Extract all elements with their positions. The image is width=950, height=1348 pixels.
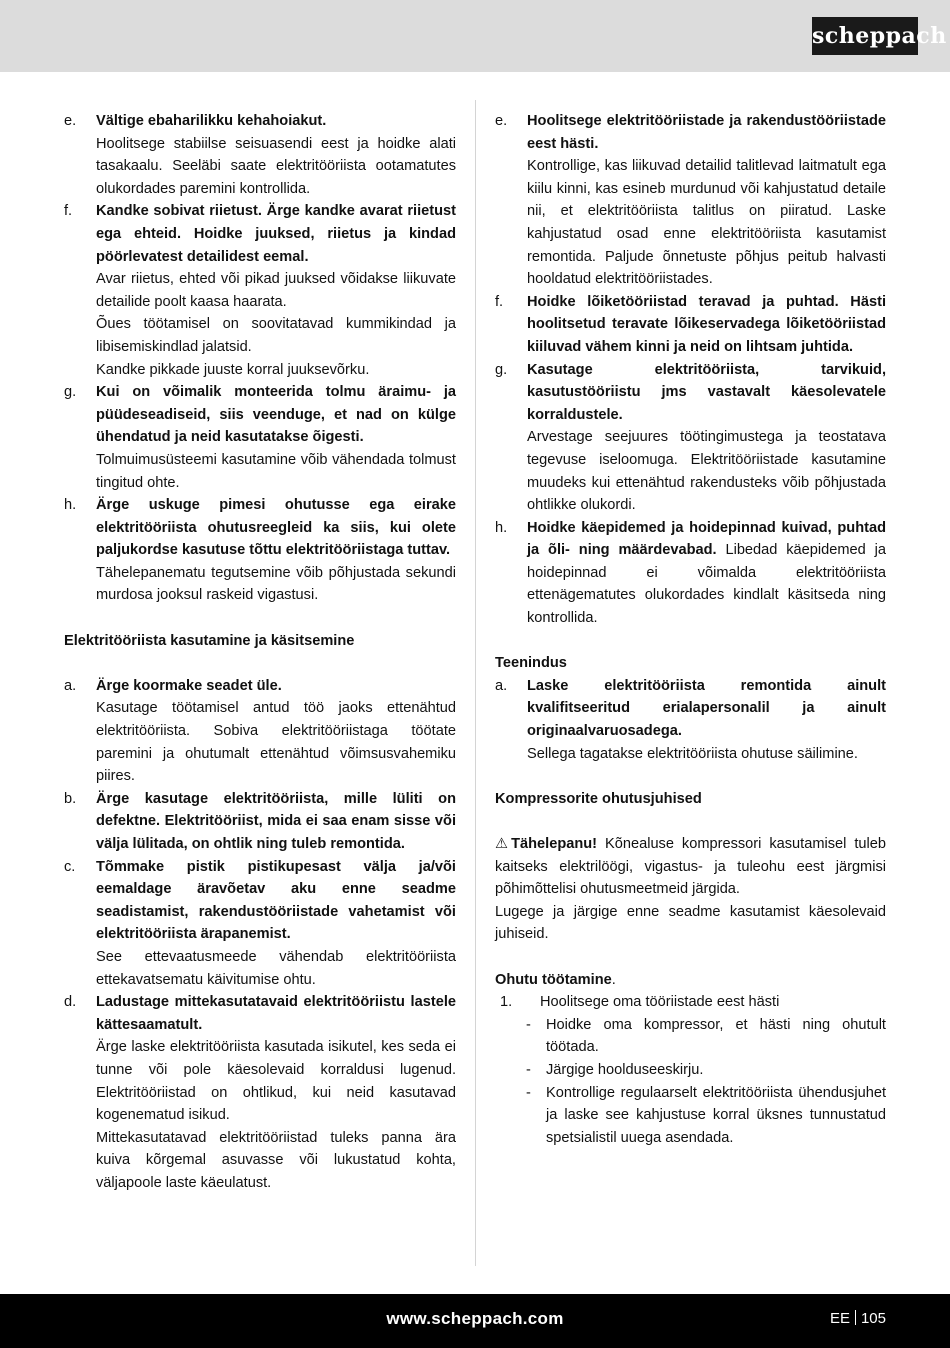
dash-item-text: Hoidke oma kompressor, et hästi ning ohutult töötada. xyxy=(546,1016,886,1056)
item-heading: Ärge uskuge pimesi ohutusse ega eirake elektritööriista ohutusreegleid ka siis, kui olete paljukordse kasutuse tõttu elektritööriistaga tuttav. xyxy=(96,497,456,559)
list-item-b xyxy=(64,788,456,856)
list-item-c xyxy=(64,856,456,992)
right-column xyxy=(495,110,886,1149)
section-heading-compressor: Kompressorite ohutusjuhised xyxy=(495,790,702,807)
list-item-e xyxy=(495,110,886,291)
list-item-g xyxy=(495,359,886,517)
list-item-e xyxy=(64,110,456,200)
item-text: Kontrollige, kas liikuvad detailid talitlevad laitmatult ega kiilu kinni, kas esineb murdunud või kahjustatud detaile nii, et elektritööriista talitlus on piiratud. Laske kahjustatud osad enne elektritööriista kasutamist remontida. Paljude õnnetuste põhjus peitub halvasti hooldatud elektritööriistades. xyxy=(527,158,886,288)
list-marker: e. xyxy=(64,113,77,129)
item-text: Õues töötamisel on soovitatavad kummikindad ja libisemiskindlad jalatsid. xyxy=(96,316,456,355)
page-info-separator xyxy=(855,1310,856,1325)
list-marker: g. xyxy=(495,361,508,378)
numbered-item-text: Hoolitsege oma tööriistade eest hästi xyxy=(540,994,780,1011)
list-marker: b. xyxy=(64,790,77,807)
item-heading: Hoidke lõiketööriistad teravad ja puhtad. Hästi hoolitsetud teravate lõikeservadega lõiketööriistad kiiluvad vähem kinni ja neid on lihtsam juhtida. xyxy=(527,293,886,355)
read-instructions-text: Lugege ja järgige enne seadme kasutamist käesolevaid juhiseid. xyxy=(495,903,886,943)
header-bar xyxy=(0,0,950,72)
item-text: Mittekasutatavad elektritööriistad tuleks panna ära kuiva kõrgemal asuvasse või lukustatud kohta, väljapoole laste käeulatust. xyxy=(96,1129,456,1191)
item-text: See ettevaatusmeede vähendab elektritööriista ettekavatsematu käivitumise ohtu. xyxy=(96,948,456,988)
list-item-g xyxy=(64,381,456,494)
footer-website-link[interactable]: www.scheppach.com xyxy=(386,1309,564,1328)
dash-marker: - xyxy=(526,1061,531,1078)
item-heading: Kandke sobivat riietust. Ärge kandke avarat riietust ega ehteid. Hoidke juuksed, riietus ja kindad pöörlevatest detailidest eemal. xyxy=(96,203,456,265)
footer-bar xyxy=(0,1294,950,1348)
list-marker: g. xyxy=(64,384,77,401)
dash-marker: - xyxy=(526,1084,531,1101)
list-item-a xyxy=(64,675,456,788)
page-number: 105 xyxy=(860,1310,886,1327)
list-marker: e. xyxy=(495,113,508,129)
item-heading: Ärge kasutage elektritööriista, mille lüliti on defektne. Elektritööriist, mida ei saa enam sisse või välja lülitada, on ohtlik ning tuleb remontida. xyxy=(96,790,456,852)
item-heading: Hoidke käepidemed ja hoidepinnad kuivad, puhtad ja õli- ning määrdevabad. xyxy=(527,519,886,559)
list-marker: f. xyxy=(64,203,73,220)
item-text: Avar riietus, ehted või pikad juuksed võidakse liikuvate detailide poolt kaasa haarata. xyxy=(96,271,456,310)
list-marker: h. xyxy=(495,519,508,536)
item-text: Libedad käepidemed ja hoidepinnad ei võimalda elektritööriista ettenägematutes olukordades kindlalt käsitseda ning kontrollida. xyxy=(527,542,886,627)
dash-item-text: Kontrollige regulaarselt elektritööriista ühendusjuhet ja laske see kahjustuse korral üksnes tunnustatud spetsialistil uuega asendada. xyxy=(546,1084,886,1146)
safe-work-heading-line xyxy=(495,969,886,992)
item-heading: Vältige ebaharilikku kehahoiakut. xyxy=(96,113,327,129)
number-marker: 1. xyxy=(500,994,513,1011)
dash-marker: - xyxy=(526,1016,531,1033)
left-column xyxy=(64,110,456,1195)
warning-paragraph xyxy=(495,833,886,901)
column-divider xyxy=(475,100,476,1266)
item-text: Kandke pikkade juuste korral juuksevõrku. xyxy=(96,361,370,378)
list-item-f xyxy=(495,291,886,359)
item-heading: Hoolitsege elektritööriistade ja rakendustööriistade eest hästi. xyxy=(527,113,886,152)
service-item-a xyxy=(495,675,886,765)
list-marker: a. xyxy=(64,677,77,694)
item-text: Hoolitsege stabiilse seisuasendi eest ja hoidke alati tasakaalu. Seeläbi saate elektritööriista ootamatutes olukordades paremini kontrollida. xyxy=(96,135,456,197)
brand-logo: scheppach xyxy=(812,17,918,55)
item-text: Ärge laske elektritööriista kasutada isikutel, kes seda ei tunne või pole käesolevaid korraldusi lugenud. Elektritööriistad on ohtlikud, kui neid kasutavad kogenematud isikud. xyxy=(96,1039,456,1124)
page-info xyxy=(830,1294,886,1344)
list-item-d xyxy=(64,991,456,1194)
item-text: Tähelepanematu tegutsemine võib põhjustada sekundi murdosa jooksul raskeid vigastusi. xyxy=(96,564,456,604)
item-heading: Ärge koormake seadet üle. xyxy=(96,677,282,694)
list-marker: h. xyxy=(64,497,77,514)
dash-item xyxy=(495,1014,886,1059)
list-marker: f. xyxy=(495,293,504,310)
section-heading-tool-use: Elektritööriista kasutamine ja käsitsemine xyxy=(64,632,355,649)
item-heading: Ladustage mittekasutatavaid elektritööriistu lastele kättesaamatult. xyxy=(96,994,456,1033)
dash-item xyxy=(495,1059,886,1082)
list-marker: a. xyxy=(495,677,508,694)
warning-text: Kõnealuse kompressori kasutamisel tuleb kaitseks elektrilöögi, vigastus- ja tuleohu eest järgmisi põhimõttelisi ohutusmeetmeid järgida. xyxy=(495,836,886,898)
safe-work-heading-dot: . xyxy=(611,971,616,988)
item-heading: Kasutage elektritööriista, tarvikuid, kasutustööriistu jms vastavalt käesolevatele korraldustele. xyxy=(527,361,886,423)
section-heading-service: Teenindus xyxy=(495,655,567,672)
language-code: EE xyxy=(829,1310,850,1327)
item-heading: Laske elektritööriista remontida ainult kvalifitseeritud erialapersonalil ja ainult originaalvaruosadega. xyxy=(527,677,886,740)
warning-label: Tähelepanu! xyxy=(511,836,598,852)
safe-work-heading: Ohutu töötamine xyxy=(495,971,612,988)
item-text: Arvestage seejuures töötingimustega ja teostatava tegevuse iseloomuga. Elektritööriistade kasutamine muudeks kui ettenähtud rakendusteks võib põhjustada ohtlikke olukordi. xyxy=(527,429,886,514)
list-marker: c. xyxy=(64,858,76,875)
item-heading: Tõmmake pistik pistikupesast välja ja/või eemaldage äravõetav aku enne seadme seadistamist, rakendustööriistade vahetamist või elektritööriista ärapanemist. xyxy=(96,858,456,943)
item-text: Kasutage töötamisel antud töö jaoks ettenähtud elektritööriista. Sobiva elektritööriistaga töötate paremini ja ohutumalt ettenähtud võimsusvahemiku piires. xyxy=(96,700,456,785)
item-text: Sellega tagatakse elektritööriista ohutuse säilimine. xyxy=(527,745,858,762)
item-text: Tolmuimusüsteemi kasutamine võib vähendada tolmust tingitud ohte. xyxy=(96,451,456,491)
dash-item xyxy=(495,1082,886,1150)
list-item-h xyxy=(495,517,886,630)
item-heading: Kui on võimalik monteerida tolmu äraimu- ja püüdeseadiseid, siis veenduge, et nad on külge ühendatud ja neid kasutatakse õigesti. xyxy=(96,384,456,446)
list-item-f xyxy=(64,200,456,381)
numbered-item xyxy=(495,991,886,1014)
list-item-h xyxy=(64,494,456,607)
dash-item-text: Järgige hoolduseeskirju. xyxy=(546,1061,704,1078)
warning-icon: ⚠ xyxy=(495,836,509,852)
list-marker: d. xyxy=(64,994,77,1011)
